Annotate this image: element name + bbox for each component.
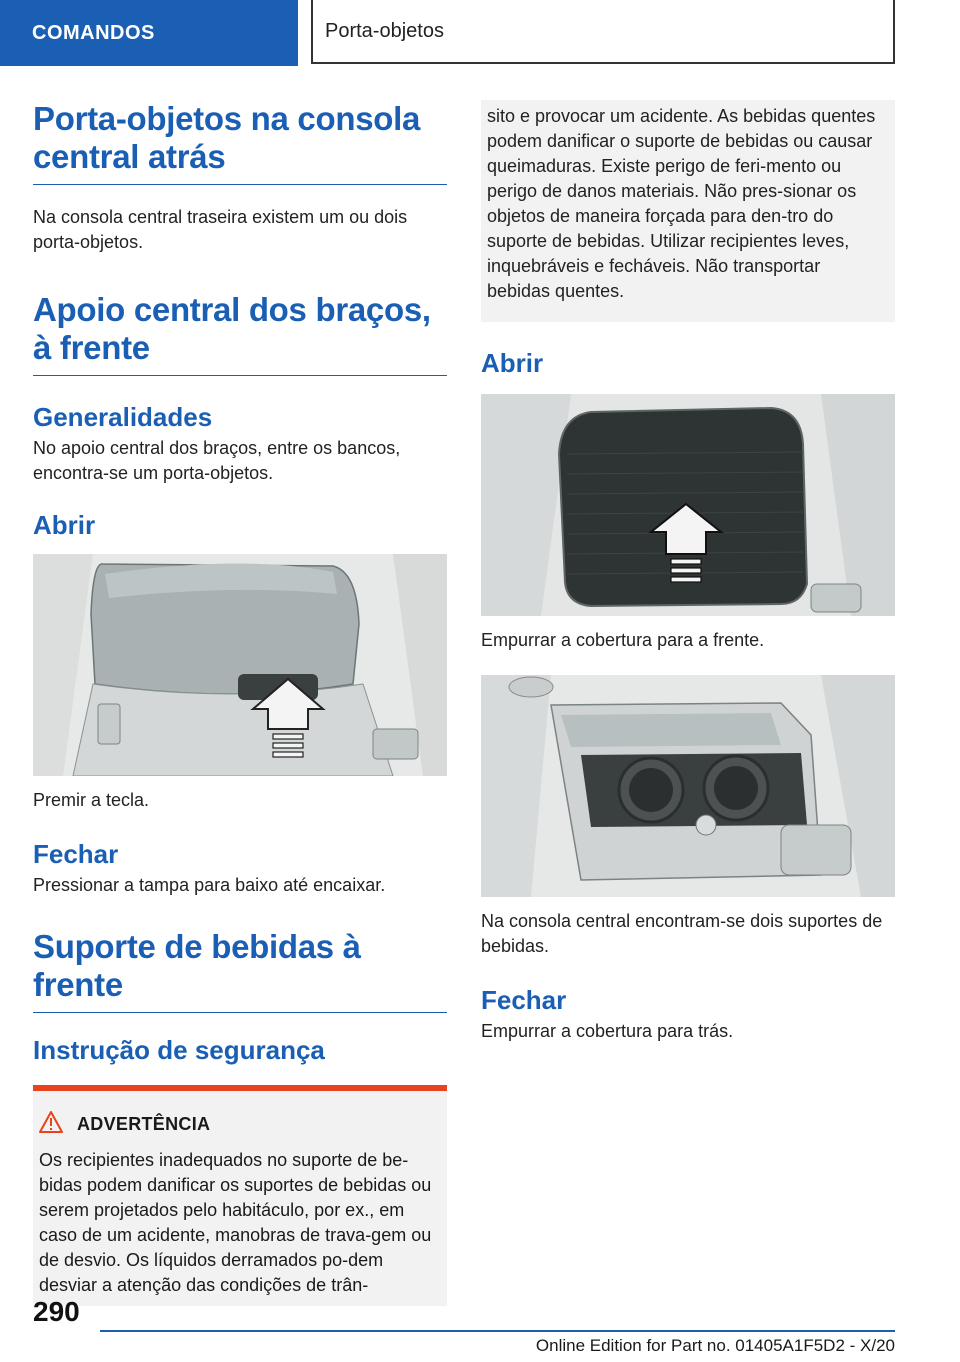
armrest-illustration xyxy=(33,554,447,776)
paragraph-rear-console: Na consola central traseira existem um ou dois porta-objetos. xyxy=(33,207,408,252)
warning-title: ADVERTÊNCIA xyxy=(77,1114,211,1134)
heading-safety: Instrução de segurança xyxy=(33,1035,325,1065)
paragraph-close-armrest: Pressionar a tampa para baixo até encaixar. xyxy=(33,875,386,895)
heading-close-armrest: Fechar xyxy=(33,839,119,869)
heading-close-cupholder: Fechar xyxy=(481,985,567,1015)
heading-cupholder: Suporte de bebidas à frente xyxy=(33,928,447,1013)
section-tab xyxy=(0,0,298,66)
chapter-title: Porta-objetos xyxy=(325,19,444,42)
page-number: 290 xyxy=(33,1296,80,1327)
right-column xyxy=(481,100,895,1044)
paragraph-general: No apoio central dos braços, entre os bancos, encontra-se um porta-objetos. xyxy=(33,438,401,483)
cupholders-illustration xyxy=(481,675,895,897)
heading-general: Generalidades xyxy=(33,402,213,432)
warning-triangle-icon xyxy=(39,1111,63,1138)
paragraph-close-cupholder: Empurrar a cobertura para trás. xyxy=(481,1021,734,1041)
heading-open-cupholder: Abrir xyxy=(481,348,544,378)
left-column xyxy=(33,100,447,1306)
caption-press-button: Premir a tecla. xyxy=(33,790,150,810)
warning-box xyxy=(33,1085,447,1306)
chapter-tab xyxy=(311,0,895,64)
warning-continuation-box xyxy=(481,100,895,322)
warning-continuation-text: sito e provocar um acidente. As bebidas quentes podem danificar o suporte de bebidas ou causar queimaduras. Existe perigo de feri-mento ou perigo de danos materiais. Não pres-sionar os objetos de maneira forçada para den-tro do suporte de bebidas. Utilizar recipientes leves, inquebráveis e fecháveis. Não transportar bebidas quentes. xyxy=(487,106,876,301)
footer-edition: Online Edition for Part no. 01405A1F5D2 - X/20 xyxy=(535,1336,895,1355)
cover-closed-illustration xyxy=(481,394,895,616)
section-title: COMANDOS xyxy=(32,21,155,44)
footer-divider xyxy=(100,1330,895,1332)
caption-two-cupholders: Na consola central encontram-se dois suportes de bebidas. xyxy=(481,911,883,956)
heading-rear-console: Porta-objetos na consola central atrás xyxy=(33,100,447,185)
heading-open-armrest: Abrir xyxy=(33,510,96,540)
caption-push-cover: Empurrar a cobertura para a frente. xyxy=(481,630,765,650)
warning-text: Os recipientes inadequados no suporte de be-bidas podem danificar os suportes de bebidas ou serem projetados pelo habitáculo, por ex., em caso de um acidente, manobras de trava-gem ou de desvio. Os líquidos derramados po-dem desviar a atenção das condições de trân- xyxy=(39,1150,432,1295)
heading-armrest: Apoio central dos braços, à frente xyxy=(33,291,447,376)
